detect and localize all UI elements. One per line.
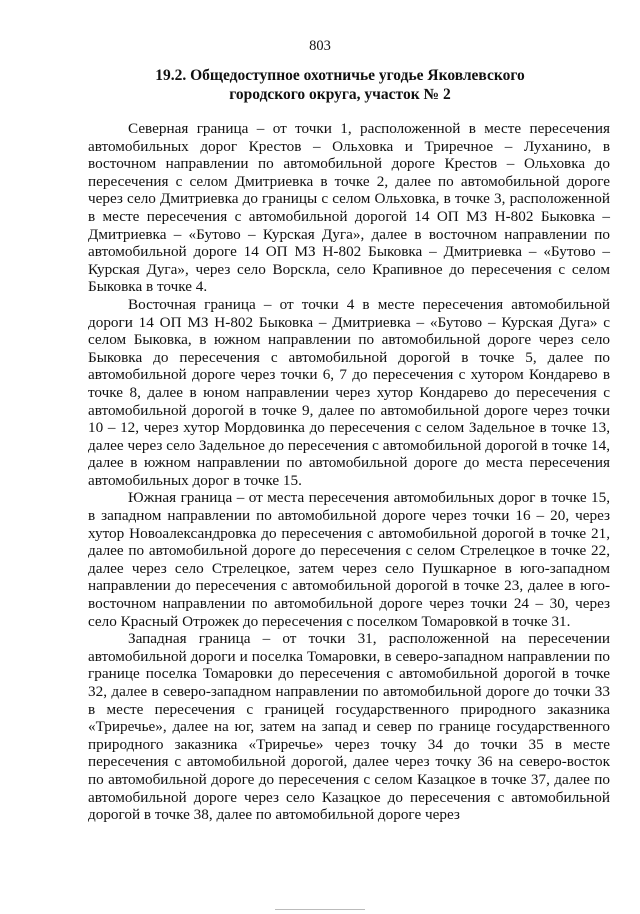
section-heading: 19.2. Общедоступное охотничье угодье Яковлевского городского округа, участок № 2: [155, 67, 525, 103]
paragraph-south-border: Южная граница – от места пересечения автомобильных дорог в точке 15, в западном направлении по автомобильной дороге через точки 16 – 20, через хутор Новоалександровка до пересечения с автомобильной дорогой в точке 21, далее по автомобильной дороге до пересечения с селом Стрелецкое в точке 22, далее через село Стрелецкое, затем через село Пушкарное в юго-западном направлении до пересечения с автомобильной дорогой в точке 23, далее в юго-восточном направлении по автомобильной дороге через точки 24 – 30, через село Красный Отрожек до пересечения с поселком Томаровкой в точке 31.: [88, 489, 610, 630]
paragraph-north-border: Северная граница – от точки 1, расположенной в месте пересечения автомобильных дорог Крестов – Ольховка и Триречное – Луханино, в восточном направлении по автомобильной дороге Крестов – Ольховка до пересечения с селом Дмитриевка в точке 2, далее по автомобильной дороге через село Дмитриевка до границы с селом Ольховка, в точке 3, расположенной в месте пересечения с автомобильной дорогой 14 ОП МЗ Н-802 Быковка – Дмитриевка – «Бутово – Курская Дуга», далее в восточном направлении по автомобильной дороге 14 ОП МЗ Н-802 Быковка – Дмитриевка – «Бутово – Курская Дуга», через село Ворскла, село Крапивное до пересечения с селом Быковка в точке 4.: [88, 120, 610, 296]
document-body: [88, 120, 610, 824]
footer-divider: [275, 909, 365, 910]
paragraph-east-border: Восточная граница – от точки 4 в месте пересечения автомобильной дороги 14 ОП МЗ Н-802 Быковка – Дмитриевка – «Бутово – Курская Дуга» с селом Быковка, в южном направлении по автомобильной дороге через село Быковка до пересечения с автомобильной дорогой в точке 5, далее по автомобильной дороге через точки 6, 7 до пересечения с хутором Кондарево в точке 8, далее в юном направлении через хутор Кондарево до пересечения с автомобильной дорогой в точке 9, далее по автомобильной дороге через точки 10 – 12, через хутор Мордовинка до пересечения с селом Задельное в точке 13, далее через село Задельное до пересечения с автомобильной дорогой в точке 14, далее в южном направлении по автомобильной дороге до места пересечения автомобильных дорог в точке 15.: [88, 295, 610, 489]
paragraph-west-border: Западная граница – от точки 31, расположенной на пересечении автомобильной дороги и поселка Томаровки, в северо-западном направлении по границе поселка Томаровки до пересечения с автомобильной дорогой в точке 32, далее в северо-западном направлении по автомобильной дороге до точки 33 в месте пересечения с границей государственного природного заказника «Триречье», далее на юг, затем на запад и север по границе государственного природного заказника «Триречье» через точку 34 до точки 35 в месте пересечения с автомобильной дорогой, далее через точку 36 на северо-восток по автомобильной дороге до пересечения с селом Казацкое в точке 37, далее по автомобильной дороге через село Казацкое до пересечения с автомобильной дорогой в точке 38, далее по автомобильной дороге через: [88, 630, 610, 824]
page-number: 803: [309, 38, 331, 54]
